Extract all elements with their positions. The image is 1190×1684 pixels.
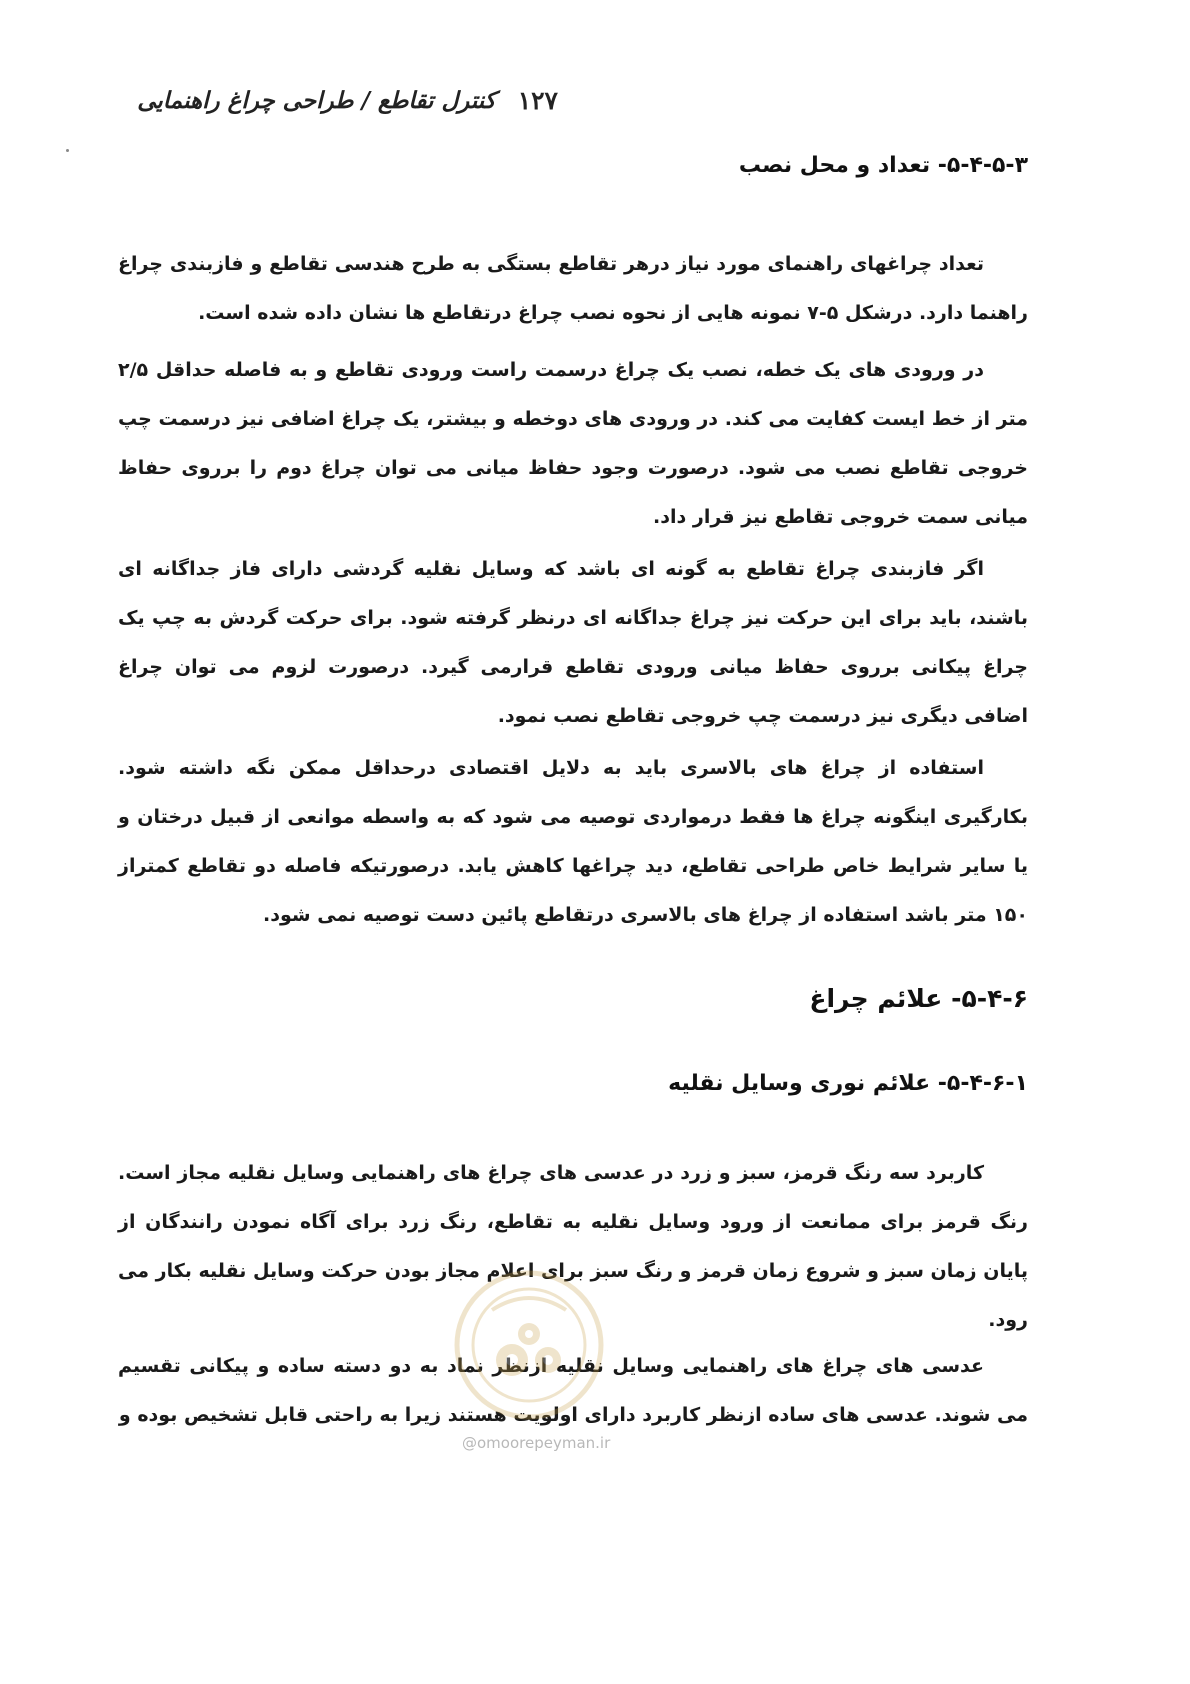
section-heading: ۵-۴-۵-۳- تعداد و محل نصب bbox=[738, 153, 1028, 178]
watermark-url: @omoorepeyman.ir bbox=[462, 1434, 611, 1452]
paragraph-block bbox=[118, 1342, 1028, 1440]
paragraph: استفاده از چراغ های بالاسری باید به دلایل اقتصادی درحداقل ممکن نگه داشته شود. بکارگیری اینگونه چراغ ها فقط درمواردی توصیه می شود که به واسطه موانعی از قبیل درختان و یا سایر شرایط خاص طراحی تقاطع، دید چراغها کاهش یابد. درصورتیکه فاصله دو تقاطع کمتراز ۱۵۰ متر باشد استفاده از چراغ های بالاسری درتقاطع پائین دست توصیه نمی شود. bbox=[118, 757, 1028, 926]
running-head bbox=[118, 78, 558, 122]
subsection-heading-block bbox=[118, 1071, 1028, 1096]
paragraph: اگر فازبندی چراغ تقاطع به گونه ای باشد که وسایل نقلیه گردشی دارای فاز جداگانه ای باشند، باید برای این حرکت نیز چراغ جداگانه ای درنظر گرفته شود. برای حرکت گردش به چپ یک چراغ پیکانی برروی حفاظ میانی ورودی تقاطع قرارمی گیرد. درصورت لزوم می توان چراغ اضافی دیگری نیز درسمت چپ خروجی تقاطع نصب نمود. bbox=[118, 558, 1028, 727]
paragraph: تعداد چراغهای راهنمای مورد نیاز درهر تقاطع بستگی به طرح هندسی تقاطع و فازبندی چراغ راهنما دارد. درشکل ۵-۷ نمونه هایی از نحوه نصب چراغ درتقاطع ها نشان داده شده است. bbox=[118, 253, 1028, 324]
running-head-title: کنترل تقاطع / طراحی چراغ راهنمایی bbox=[137, 86, 496, 114]
paragraph: در ورودی های یک خطه، نصب یک چراغ درسمت راست ورودی تقاطع و به فاصله حداقل ۲/۵ متر از خط ایست کفایت می کند. در ورودی های دوخطه و بیشتر، یک چراغ اضافی نیز درسمت چپ خروجی تقاطع نصب می شود. درصورت وجود حفاظ میانی می توان چراغ دوم را برروی حفاظ میانی سمت خروجی تقاطع نیز قرار داد. bbox=[118, 359, 1028, 528]
paragraph-block bbox=[118, 744, 1028, 940]
scan-speck bbox=[66, 149, 69, 152]
section-heading-block bbox=[118, 153, 1028, 178]
section-heading: ۵-۴-۶- علائم چراغ bbox=[809, 984, 1028, 1013]
paragraph: عدسی های چراغ های راهنمایی وسایل نقلیه ازنظر نماد به دو دسته ساده و پیکانی تقسیم می شوند. عدسی های ساده ازنظر کاربرد دارای اولویت هستند زیرا به راحتی قابل تشخیص بوده و bbox=[118, 1355, 1028, 1426]
section-heading-block bbox=[118, 984, 1028, 1013]
subsection-heading: ۵-۴-۶-۱- علائم نوری وسایل نقلیه bbox=[668, 1071, 1028, 1096]
paragraph-block bbox=[118, 1149, 1028, 1345]
paragraph-block bbox=[118, 346, 1028, 542]
paragraph: کاربرد سه رنگ قرمز، سبز و زرد در عدسی های چراغ های راهنمایی وسایل نقلیه مجاز است. رنگ قرمز برای ممانعت از ورود وسایل نقلیه به تقاطع، رنگ زرد برای آگاه نمودن رانندگان از پایان زمان سبز و شروع زمان قرمز و رنگ سبز برای اعلام مجاز بودن حرکت وسایل نقلیه بکار می رود. bbox=[118, 1162, 1028, 1331]
page-number: ۱۲۷ bbox=[517, 85, 558, 115]
paragraph-block bbox=[118, 545, 1028, 741]
paragraph-block bbox=[118, 240, 1028, 338]
